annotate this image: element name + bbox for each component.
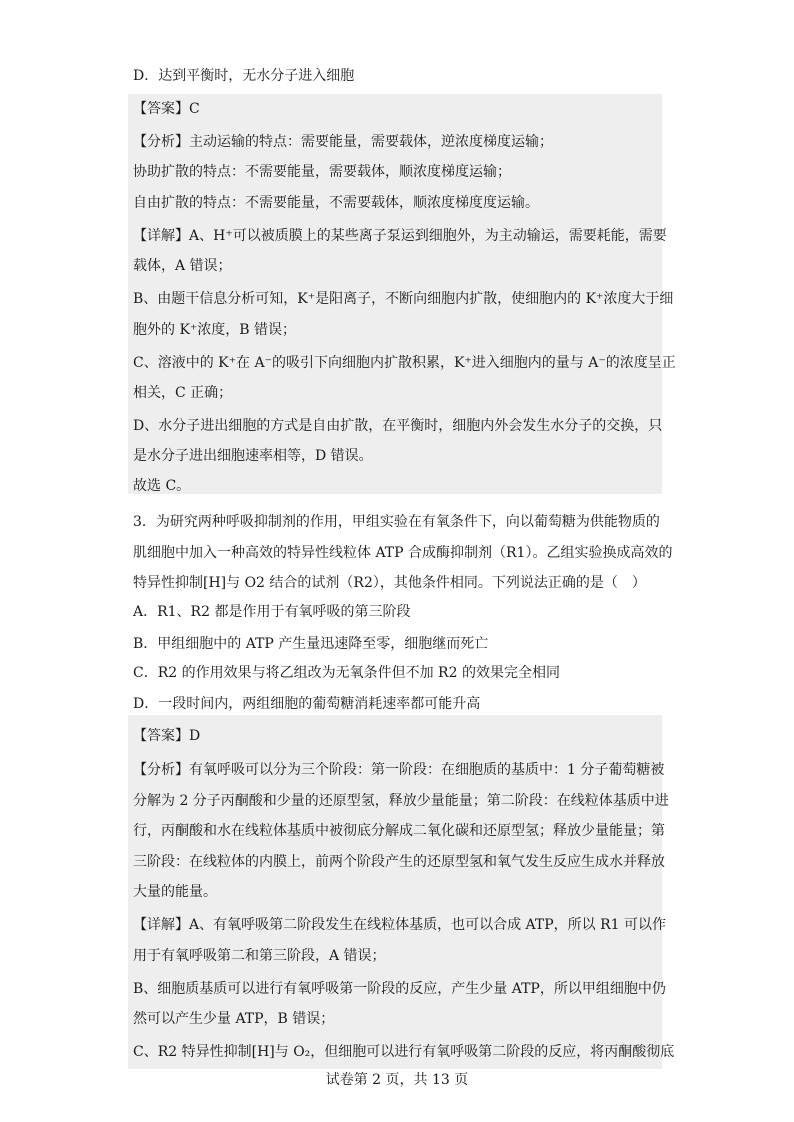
page-footer: 试卷第 2 页，共 13 页 — [325, 1072, 469, 1088]
option-d-line: D．达到平衡时，无水分子进入细胞 — [133, 68, 355, 84]
explanation-line: 【详解】A、H⁺可以被质膜上的某些离子泵运到细胞外，为主动输运，需要耗能，需要 — [133, 228, 667, 244]
analysis-line: 【分析】主动运输的特点：需要能量，需要载体，逆浓度梯度运输； — [133, 134, 553, 150]
answer-line: 【答案】D — [133, 728, 201, 744]
analysis-line: 行，丙酮酸和水在线粒体基质中被彻底分解成二氧化碳和还原型氢；释放少量能量；第 — [133, 823, 665, 839]
explanation-line: 载体，A 错误； — [133, 258, 232, 274]
analysis-line: 大量的能量。 — [133, 884, 217, 900]
analysis-line: 协助扩散的特点：不需要能量，需要载体，顺浓度梯度运输； — [133, 164, 511, 180]
question-3-stem: 3．为研究两种呼吸抑制剂的作用，甲组实验在有氧条件下，向以葡萄糖为供能物质的 — [133, 514, 660, 530]
question-3-stem: 特异性抑制[H]与 O2 结合的试剂（R2），其他条件相同。下列说法正确的是（ ） — [133, 575, 646, 591]
question-3-stem: 肌细胞中加入一种高效的特异性线粒体 ATP 合成酶抑制剂（R1）。乙组实验换成高效的 — [133, 545, 673, 561]
analysis-line: 自由扩散的特点：不需要能量，不需要载体，顺浓度梯度度运输。 — [133, 195, 539, 211]
explanation-line: C、R2 特异性抑制[H]与 O₂，但细胞可以进行有氧呼吸第二阶段的反应，将丙酮酸彻底 — [133, 1044, 675, 1060]
analysis-line: 分解为 2 分子丙酮酸和少量的还原型氢，释放少量能量；第二阶段：在线粒体基质中进 — [133, 793, 669, 809]
explanation-line: 胞外的 K⁺浓度，B 错误； — [133, 322, 297, 338]
answer-line: 【答案】C — [133, 101, 200, 117]
question-3-option-d: D．一段时间内，两组细胞的葡萄糖消耗速率都可能升高 — [133, 696, 481, 712]
explanation-line: B、细胞质基质可以进行有氧呼吸第一阶段的反应，产生少量 ATP，所以甲组细胞中仍 — [133, 981, 666, 997]
question-3-option-b: B．甲组细胞中的 ATP 产生量迅速降至零，细胞继而死亡 — [133, 636, 489, 652]
explanation-line: 是水分子进出细胞速率相等，D 错误。 — [133, 448, 373, 464]
analysis-line: 三阶段：在线粒体的内膜上，前两个阶段产生的还原型氢和氧气发生反应生成水并释放 — [133, 854, 665, 870]
explanation-line: C、溶液中的 K⁺在 A⁻的吸引下向细胞内扩散积累，K⁺进入细胞内的量与 A⁻的浓度呈正 — [133, 355, 676, 371]
analysis-line: 【分析】有氧呼吸可以分为三个阶段：第一阶段：在细胞质的基质中：1 分子葡萄糖被 — [133, 762, 665, 778]
explanation-line: B、由题干信息分析可知，K⁺是阳离子，不断向细胞内扩散，使细胞内的 K⁺浓度大于细 — [133, 291, 674, 307]
explanation-line: D、水分子进出细胞的方式是自由扩散，在平衡时，细胞内外会发生水分子的交换，只 — [133, 418, 663, 434]
conclusion-line: 故选 C。 — [133, 478, 191, 494]
question-3-option-c: C．R2 的作用效果与将乙组改为无氧条件但不加 R2 的效果完全相同 — [133, 665, 560, 681]
explanation-line: 用于有氧呼吸第二和第三阶段，A 错误； — [133, 948, 386, 964]
explanation-line: 【详解】A、有氧呼吸第二阶段发生在线粒体基质，也可以合成 ATP，所以 R1 可以作 — [133, 917, 667, 933]
explanation-line: 然可以产生少量 ATP，B 错误； — [133, 1011, 335, 1027]
question-3-option-a: A．R1、R2 都是作用于有氧呼吸的第三阶段 — [133, 604, 411, 620]
explanation-line: 相关，C 正确； — [133, 385, 233, 401]
